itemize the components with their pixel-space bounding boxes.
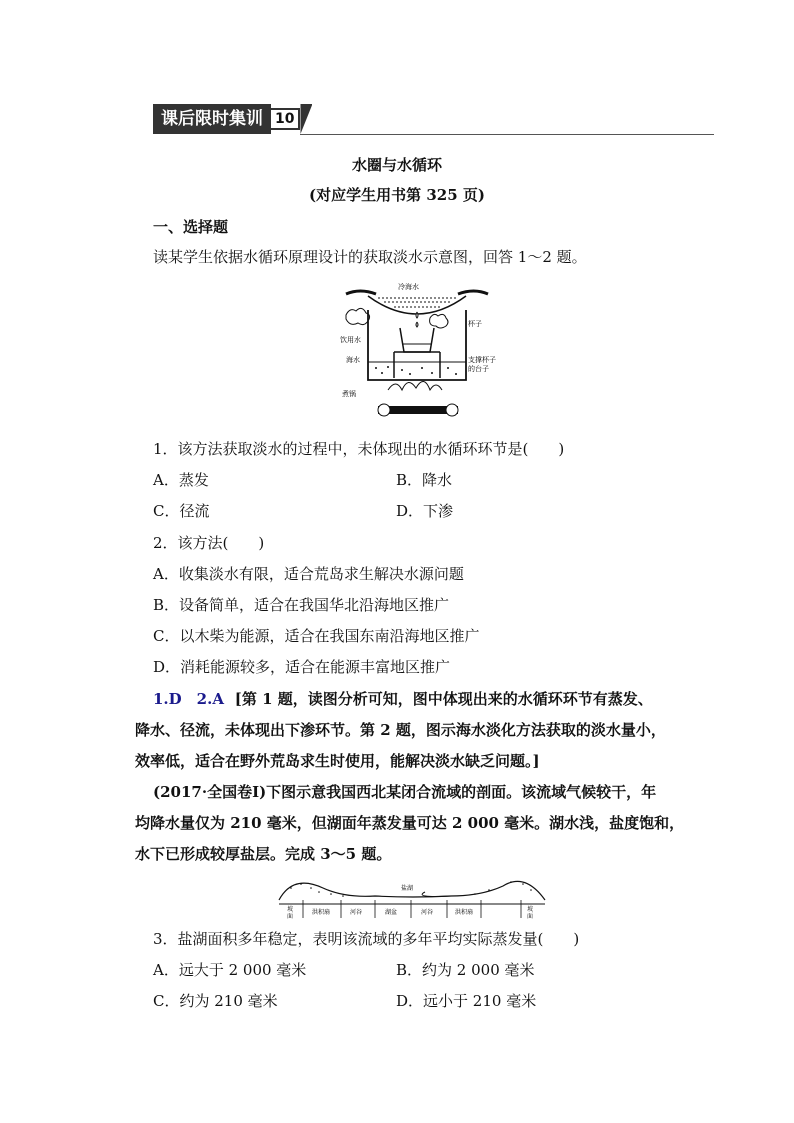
section-heading: 一、选择题: [153, 218, 229, 236]
intro-2-line-3: 水下已形成较厚盐层。完成 3～5 题。: [135, 845, 392, 863]
page-subtitle: (对应学生用书第 325 页): [309, 186, 485, 204]
label-cold-water: 冷海水: [398, 283, 419, 291]
intro-2-line-1: (2017·全国卷Ⅰ)下图示意我国西北某闭合流域的剖面。该流域气候较干，年: [153, 783, 657, 801]
distillation-figure: [338, 280, 496, 425]
label-pot: 煮锅: [342, 390, 356, 398]
profile-label-fan-left: 洪积扇: [312, 909, 331, 916]
basin-profile-figure: [275, 870, 550, 920]
q2-option-b[interactable]: B．设备简单，适合在我国华北沿海地区推广: [153, 596, 450, 614]
page-title: 水圈与水循环: [351, 156, 442, 174]
q3-option-b[interactable]: B．约为 2 000 毫米: [396, 961, 535, 979]
profile-label-valley-right: 河谷: [421, 909, 434, 916]
intro-1: 读某学生依据水循环原理设计的获取淡水示意图，回答 1～2 题。: [153, 248, 587, 266]
q2-option-c[interactable]: C．以木柴为能源，适合在我国东南沿海地区推广: [153, 627, 480, 645]
profile-label-face-left: 面: [287, 913, 294, 920]
answer-1-line-2: 降水、径流，未体现出下渗环节。第 2 题，图示海水淡化方法获取的淡水量小，: [135, 721, 666, 739]
header-tail-decoration: [300, 104, 312, 134]
q2-option-d[interactable]: D．消耗能源较多，适合在能源丰富地区推广: [153, 658, 451, 676]
label-cup: 杯子: [468, 320, 482, 328]
q1-option-b[interactable]: B．降水: [396, 471, 453, 489]
intro-2-line-2: 均降水量仅为 210 毫米，但湖面年蒸发量可达 2 000 毫米。湖水浅，盐度饱和，: [135, 814, 685, 832]
answer-key: 1.D 2.A: [153, 690, 224, 708]
q3-option-d[interactable]: D．远小于 210 毫米: [396, 992, 537, 1010]
header-rule: [300, 134, 714, 135]
profile-label-salt-lake: 盐湖: [401, 885, 414, 892]
label-seawater: 海水: [346, 356, 360, 364]
profile-label-face-right: 面: [527, 913, 534, 920]
q2-stem: 2．该方法( ): [153, 534, 265, 552]
q1-option-c[interactable]: C．径流: [153, 502, 210, 520]
label-support: 支撑杯子: [468, 356, 496, 364]
label-support-2: 的台子: [468, 365, 489, 373]
q1-option-a[interactable]: A．蒸发: [153, 471, 209, 489]
profile-label-slope-right: 坡: [527, 906, 534, 913]
answer-1-line-1: [153, 688, 653, 709]
header-number: 10: [269, 108, 300, 130]
section-header: [153, 104, 312, 134]
profile-label-fan-right: 洪积扇: [455, 909, 474, 916]
profile-label-slope-left: 坡: [287, 906, 294, 913]
header-label: 课后限时集训: [153, 104, 271, 134]
q1-option-d[interactable]: D．下渗: [396, 502, 454, 520]
q3-option-a[interactable]: A．远大于 2 000 毫米: [153, 961, 307, 979]
answer-text-1: [第 1 题，读图分析可知，图中体现出来的水循环环节有蒸发、: [234, 690, 653, 708]
answer-1-line-3: 效率低，适合在野外荒岛求生时使用，能解决淡水缺乏问题。]: [135, 752, 540, 770]
label-drinking-water: 饮用水: [340, 336, 361, 344]
profile-label-valley-left: 河谷: [350, 909, 363, 916]
q3-option-c[interactable]: C．约为 210 毫米: [153, 992, 278, 1010]
q2-option-a[interactable]: A．收集淡水有限，适合荒岛求生解决水源问题: [153, 565, 464, 583]
q1-stem: 1．该方法获取淡水的过程中，未体现出的水循环环节是( ): [153, 440, 565, 458]
profile-label-basin: 湖盆: [385, 909, 398, 916]
q3-stem: 3．盐湖面积多年稳定，表明该流域的多年平均实际蒸发量( ): [153, 930, 580, 948]
